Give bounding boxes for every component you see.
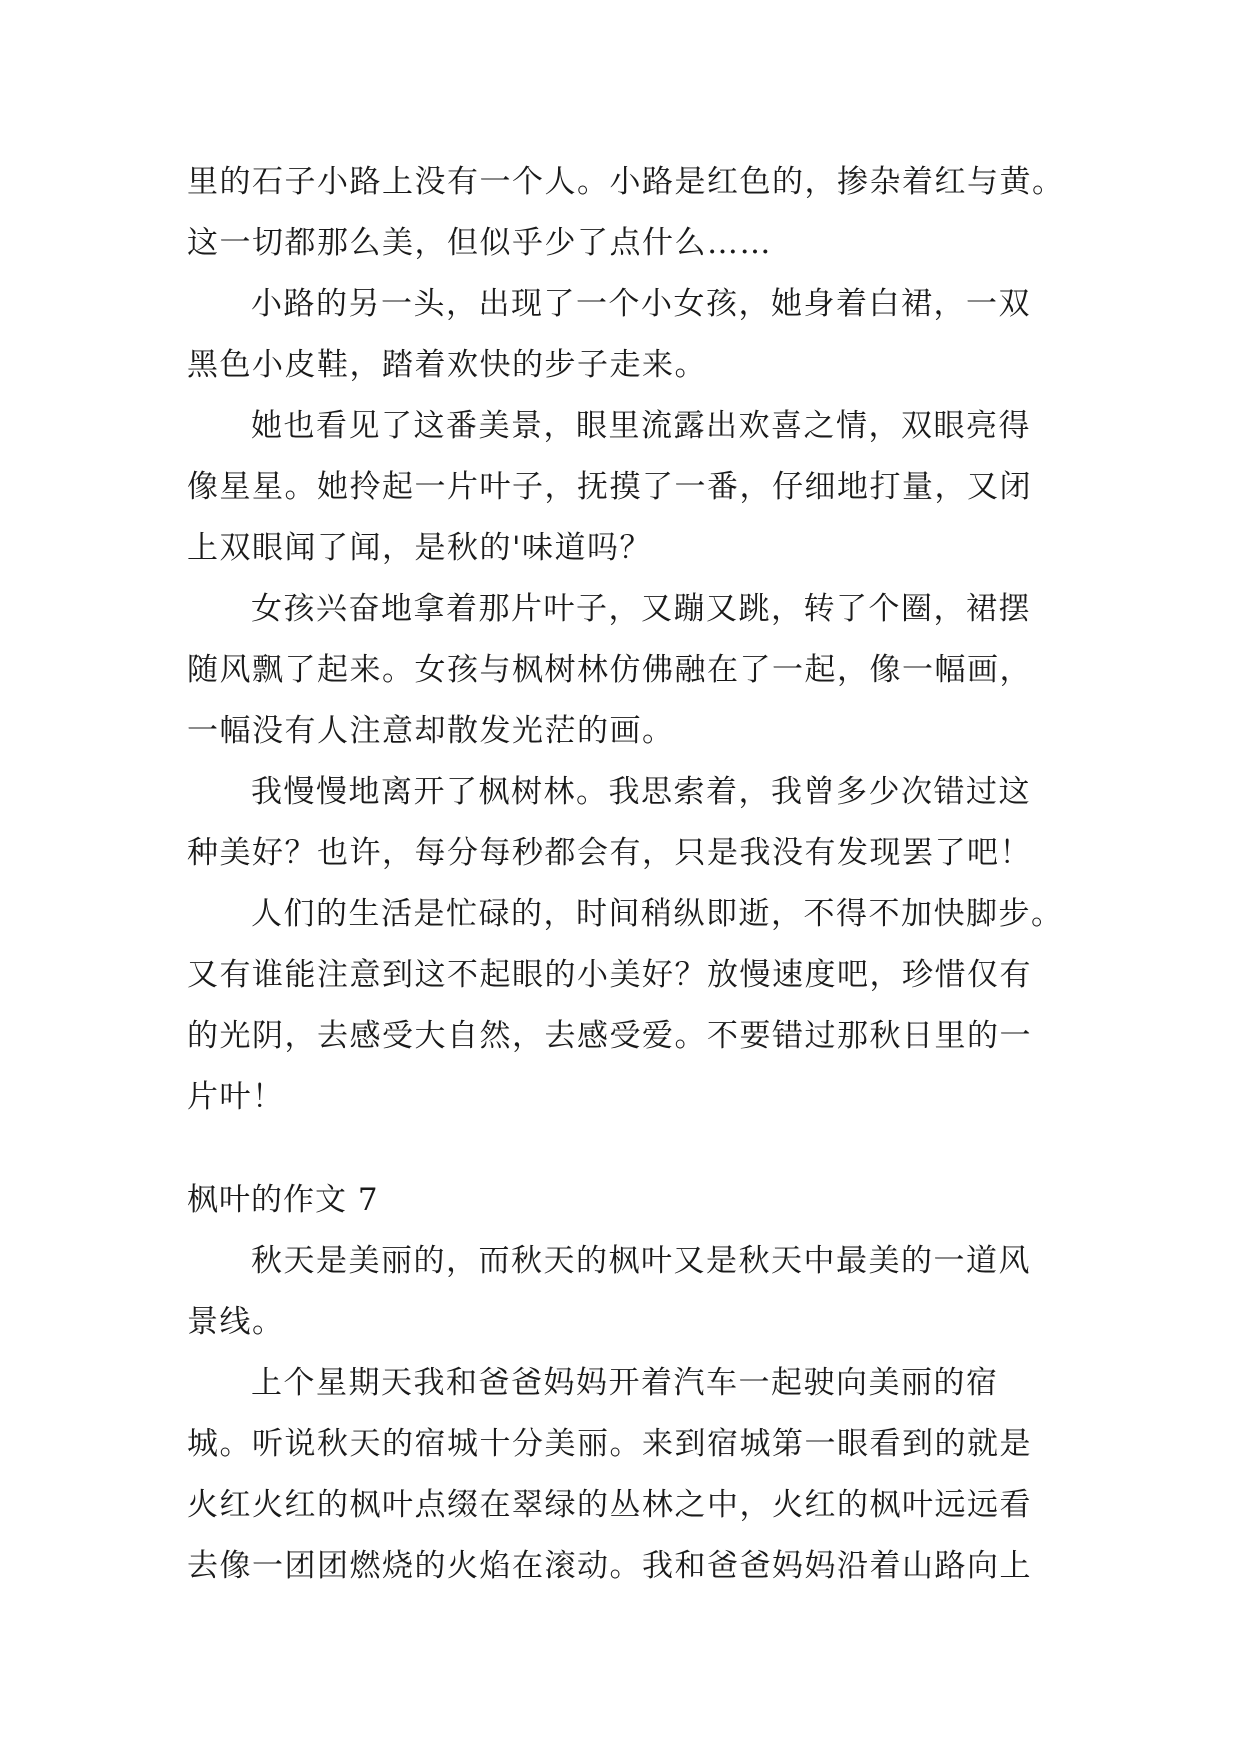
paragraph-line: 她也看见了这番美景，眼里流露出欢喜之情，双眼亮得 — [251, 408, 1031, 444]
paragraph-line: 片叶！ — [187, 1079, 285, 1115]
paragraph-line: 种美好？也许，每分每秒都会有，只是我没有发现罢了吧！ — [187, 835, 1032, 871]
paragraph-line: 女孩兴奋地拿着那片叶子，又蹦又跳，转了个圈，裙摆 — [251, 591, 1031, 627]
paragraph-line: 火红火红的枫叶点缀在翠绿的丛林之中，火红的枫叶远远看 — [187, 1487, 1032, 1523]
paragraph-line: 黑色小皮鞋，踏着欢快的步子走来。 — [187, 347, 707, 383]
paragraph-line: 又有谁能注意到这不起眼的小美好？放慢速度吧，珍惜仅有 — [187, 957, 1032, 993]
paragraph-line: 上双眼闻了闻，是秋的'味道吗？ — [187, 530, 653, 566]
paragraph-line: 随风飘了起来。女孩与枫树林仿佛融在了一起，像一幅画， — [187, 652, 1032, 688]
paragraph-line: 里的石子小路上没有一个人。小路是红色的，掺杂着红与黄。 — [187, 164, 1065, 200]
paragraph-line: 上个星期天我和爸爸妈妈开着汽车一起驶向美丽的宿 — [251, 1365, 999, 1401]
paragraph-line: 像星星。她拎起一片叶子，抚摸了一番，仔细地打量，又闭 — [187, 469, 1032, 505]
paragraph-line: 人们的生活是忙碌的，时间稍纵即逝，不得不加快脚步。 — [251, 896, 1064, 932]
paragraph-line: 去像一团团燃烧的火焰在滚动。我和爸爸妈妈沿着山路向上 — [187, 1548, 1032, 1584]
paragraph-line: 我慢慢地离开了枫树林。我思索着，我曾多少次错过这 — [251, 774, 1031, 810]
paragraph-line: 这一切都那么美，但似乎少了点什么…… — [187, 225, 772, 261]
document-body — [187, 152, 1087, 1597]
paragraph-line: 一幅没有人注意却散发光茫的画。 — [187, 713, 675, 749]
paragraph-line: 秋天是美丽的，而秋天的枫叶又是秋天中最美的一道风 — [251, 1243, 1031, 1279]
paragraph-line: 景线。 — [187, 1304, 285, 1340]
paragraph-line: 城。听说秋天的宿城十分美丽。来到宿城第一眼看到的就是 — [187, 1426, 1032, 1462]
section-gap — [187, 1128, 1087, 1170]
paragraph-line: 的光阴，去感受大自然，去感受爱。不要错过那秋日里的一 — [187, 1018, 1032, 1054]
paragraph-line: 小路的另一头，出现了一个小女孩，她身着白裙，一双 — [251, 286, 1031, 322]
essay-title: 枫叶的作文 7 — [187, 1182, 379, 1218]
